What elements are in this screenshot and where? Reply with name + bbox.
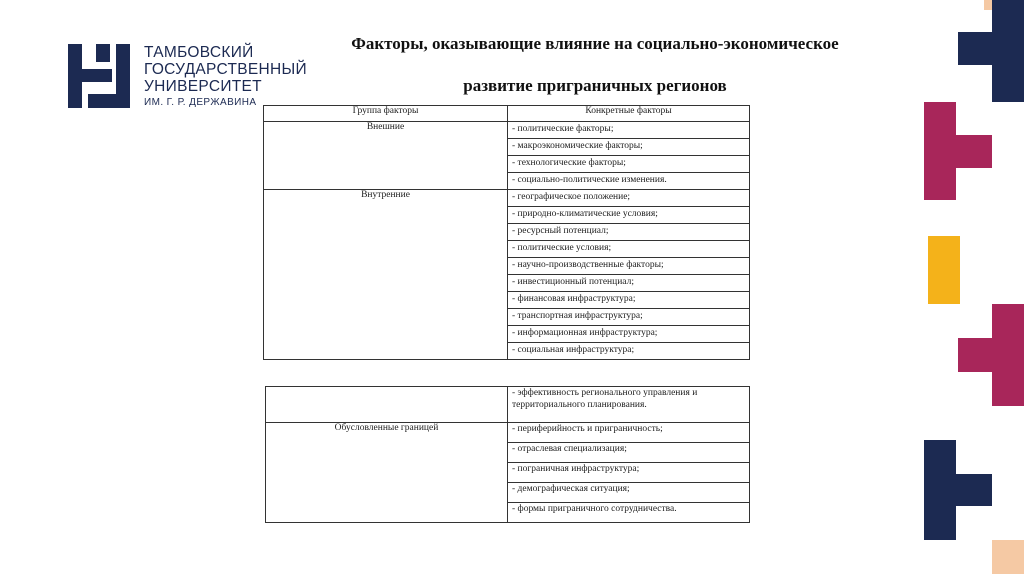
factor-item: - политические факторы; <box>508 122 750 139</box>
group-border: Обусловленные границей <box>266 423 508 523</box>
header-group: Группа факторы <box>264 106 508 122</box>
factor-item: - пограничная инфраструктура; <box>508 463 750 483</box>
deco-crimson-1 <box>924 102 992 200</box>
university-logo-icon <box>68 44 130 108</box>
group-empty <box>266 387 508 423</box>
logo-line-4: ИМ. Г. Р. ДЕРЖАВИНА <box>144 97 257 108</box>
factor-item: - информационная инфраструктура; <box>508 326 750 343</box>
factor-item: - транспортная инфраструктура; <box>508 309 750 326</box>
factor-item: - технологические факторы; <box>508 156 750 173</box>
factor-item: - научно-производственные факторы; <box>508 258 750 275</box>
deco-crimson-2 <box>958 304 1024 406</box>
table-row <box>266 387 750 423</box>
factor-item: - природно-климатические условия; <box>508 207 750 224</box>
deco-yellow <box>928 236 960 304</box>
factor-item: - финансовая инфраструктура; <box>508 292 750 309</box>
factor-item: - ресурсный потенциал; <box>508 224 750 241</box>
group-internal: Внутренние <box>264 190 508 360</box>
table-row <box>266 423 750 443</box>
slide-title-line-2: развитие приграничных регионов <box>463 76 727 95</box>
factor-item: - политические условия; <box>508 241 750 258</box>
table-header-row <box>264 106 750 122</box>
factor-item: - периферийность и приграничность; <box>508 423 750 443</box>
header-factors: Конкретные факторы <box>508 106 750 122</box>
factors-table <box>263 105 750 360</box>
factors-table-continued <box>265 386 750 523</box>
factor-item: - социально-политические изменения. <box>508 173 750 190</box>
factor-item: - формы приграничного сотрудничества. <box>508 503 750 523</box>
deco-navy-bottom <box>924 440 992 540</box>
decorative-shapes <box>920 0 1024 574</box>
factor-item: - демографическая ситуация; <box>508 483 750 503</box>
factor-item: - эффективность регионального управления и территориального планирования. <box>508 387 750 423</box>
group-external: Внешние <box>264 122 508 190</box>
logo-line-2: ГОСУДАРСТВЕННЫЙ <box>144 61 307 78</box>
factor-item: - инвестиционный потенциал; <box>508 275 750 292</box>
table-row <box>264 190 750 207</box>
deco-orange-bottom <box>992 540 1024 574</box>
logo-line-3: УНИВЕРСИТЕТ <box>144 78 262 95</box>
slide-title-line-1: Факторы, оказывающие влияние на социально-экономическое <box>351 34 839 53</box>
table-row <box>264 122 750 139</box>
factor-item: - макроэкономические факторы; <box>508 139 750 156</box>
deco-navy-top <box>958 0 1024 102</box>
factor-item: - географическое положение; <box>508 190 750 207</box>
logo-line-1: ТАМБОВСКИЙ <box>144 44 254 61</box>
factor-item: - отраслевая специализация; <box>508 443 750 463</box>
factor-item: - социальная инфраструктура; <box>508 343 750 360</box>
